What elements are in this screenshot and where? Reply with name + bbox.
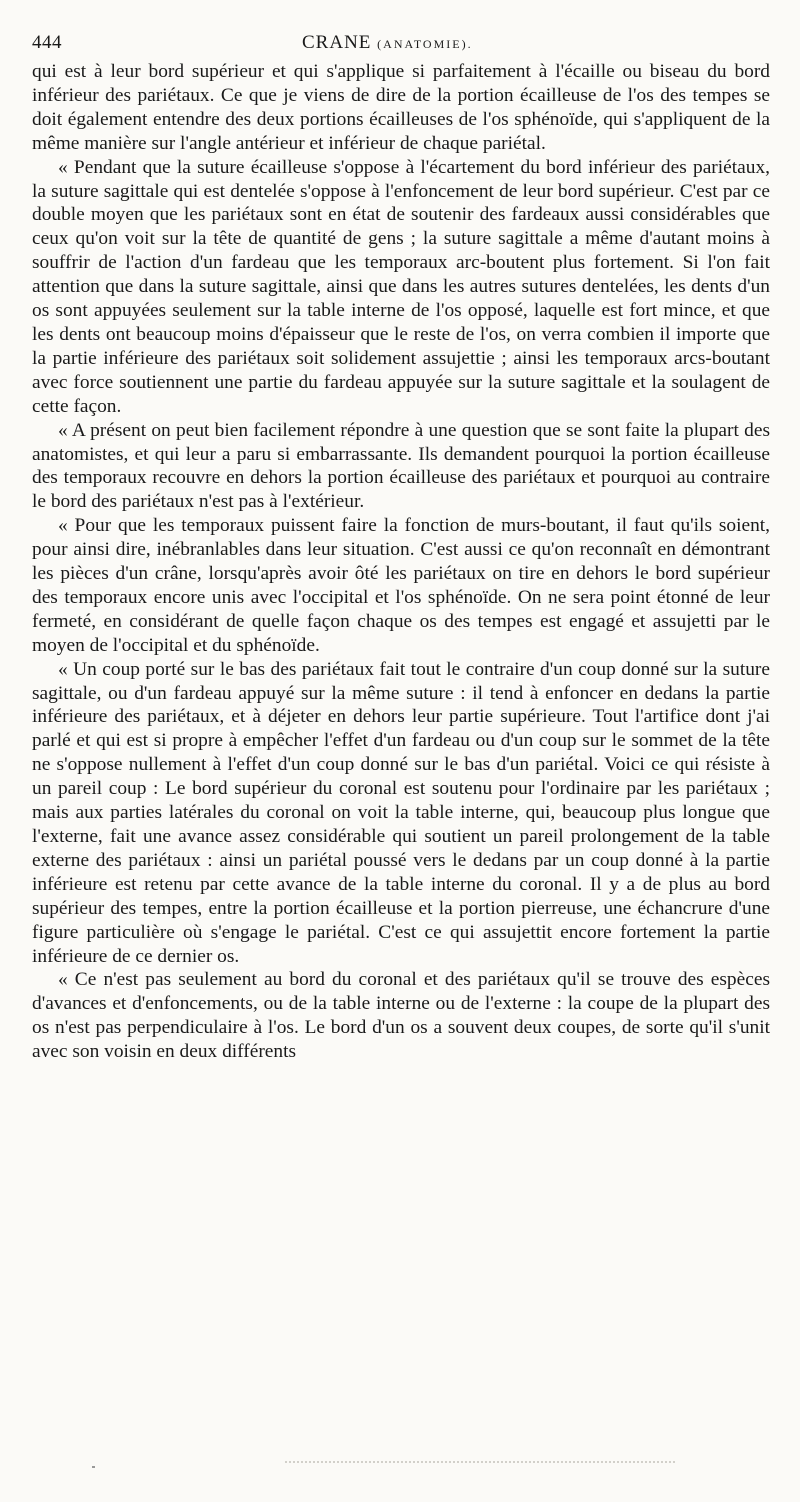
running-title-subtitle: (ANATOMIE). [377,37,473,51]
paragraph: « Pour que les temporaux puissent faire la fonction de murs-boutant, il faut qu'ils soient, pour ainsi dire, inébranlables dans leur situation. C'est aussi ce qu'on reconnaît en démontrant les pièces d'un crâne, lorsqu'après avoir ôté les pariétaux on tire en dehors le bord supérieur des temporaux encore unis avec l'occipital et l'os sphénoïde. On ne sera point étonné de leur fermeté, en considérant de quelle façon chaque os des tempes est engagé et assujetti par le moyen de l'occipital et du sphénoïde. [32,515,770,656]
running-title-main: CRANE [302,32,372,53]
paragraph: « Pendant que la suture écailleuse s'oppose à l'écartement du bord inférieur des pariétaux, la suture sagittale qui est dentelée s'oppose à l'enfoncement de leur bord supérieur. C'est par ce double moyen que les pariétaux sont en état de soutenir des fardeaux aussi considérables que ceux qu'on voit sur la tête de quantité de gens ; la suture sagittale a même d'autant moins à souffrir de l'action d'un fardeau que les temporaux arc-boutent plus fortement. Si l'on fait attention que dans la suture sagittale, ainsi que dans les autres sutures dentelées, les dents d'un os sont appuyées seulement sur la table interne de l'os opposé, laquelle est fort mince, et que les dents ont beaucoup moins d'épaisseur que le reste de l'os, on verra combien il importe que la partie inférieure des pariétaux soit solidement assujettie ; ainsi les temporaux arcs-boutant avec force soutiennent une partie du fardeau appuyée sur la suture sagittale et la soulagent de cette façon. [32,156,770,417]
scan-artifact-dot [92,1466,95,1468]
paragraph: « Un coup porté sur le bas des pariétaux fait tout le contraire d'un coup donné sur la suture sagittale, ou d'un fardeau appuyé sur la même suture : il tend à enfoncer en dedans la partie inférieure des pariétaux, et à déjeter en dehors leur partie supérieure. Tout l'artifice dont j'ai parlé et qui est si propre à empêcher l'effet d'un fardeau ou d'un coup sur le sommet de la tête ne s'oppose nullement à l'effet d'un coup donné sur le bas d'un pariétal. Voici ce qui résiste à un pareil coup : Le bord supérieur du coronal est soutenu pour l'ordinaire par les pariétaux ; mais aux parties latérales du coronal on voit la table interne, qui, beaucoup plus longue que l'externe, fait une avance assez considérable qui soutient un pareil prolongement de la table externe des pariétaux : ainsi un pariétal poussé vers le dedans par un coup donné à la partie inférieure est retenu par cette avance de la table interne du coronal. Il y a de plus au bord supérieur des tempes, entre la portion écailleuse et la portion pierreuse, une échancrure d'une figure particulière où s'engage le pariétal. C'est ce qui assujettit encore fortement la partie inférieure de ce dernier os. [32,658,770,967]
scan-artifact-line [285,1461,675,1471]
paragraph: « Ce n'est pas seulement au bord du coronal et des pariétaux qu'il se trouve des espèces d'avances et d'enfoncements, ou de la table interne ou de l'externe : la coupe de la plupart des os n'est pas perpendiculaire à l'os. Le bord d'un os a souvent deux coupes, de sorte qu'il s'unit avec son voisin en deux différents [32,969,770,1063]
running-header [32,28,770,60]
paragraph: « A présent on peut bien facilement répondre à une question que se sont faite la plupart des anatomistes, et qui leur a paru si embarrassante. Ils demandent pourquoi la portion écailleuse des temporaux recouvre en dehors la portion écailleuse des pariétaux et pourquoi au contraire le bord des pariétaux n'est pas à l'extérieur. [32,419,770,513]
body-text [32,60,770,1064]
paragraph: qui est à leur bord supérieur et qui s'applique si parfaitement à l'écaille ou biseau du bord inférieur des pariétaux. Ce que je viens de dire de la portion écailleuse de l'os des tempes se doit également entendre des deux portions écailleuses de l'os sphénoïde, qui s'appliquent de la même manière sur l'angle antérieur et inférieur de chaque pariétal. [32,61,770,154]
page-number: 444 [32,32,62,53]
running-title [302,32,473,54]
